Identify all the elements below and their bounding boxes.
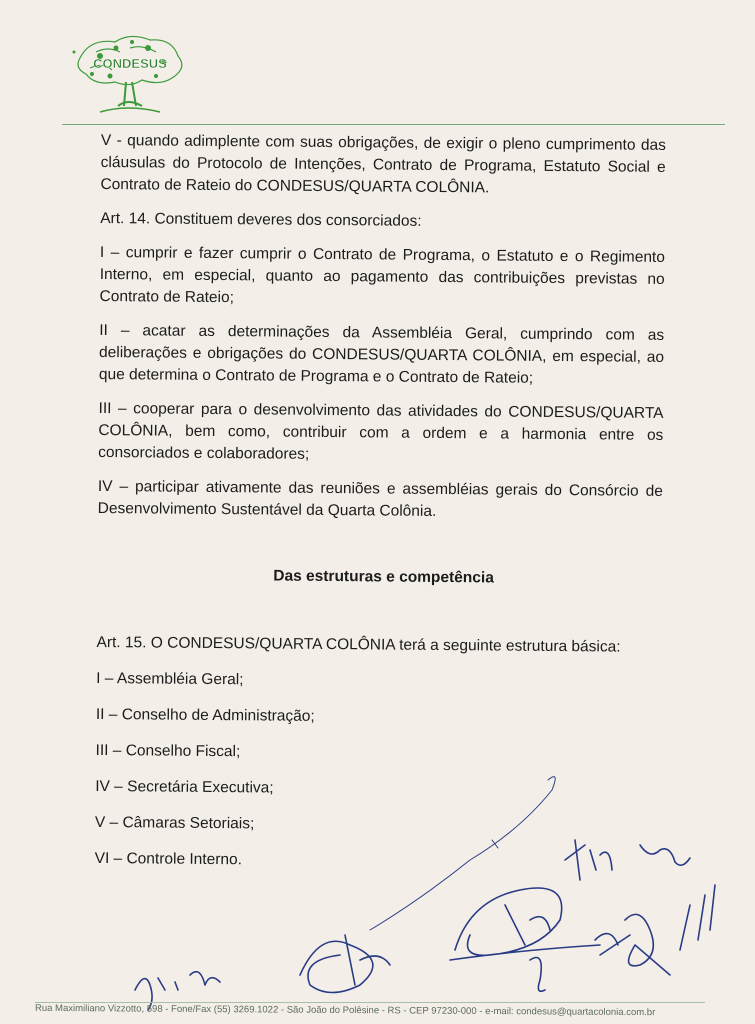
paragraph-iv: IV – participar ativamente das reuniões e assembléias gerais do Consórcio de Desenvolvimento Sustentável da Quarta Colônia. [97, 477, 663, 520]
structure-item: IV – Secretária Executiva; [95, 777, 274, 797]
structure-item: II – Conselho de Administração; [95, 705, 315, 725]
paragraph-v: V - quando adimplente com suas obrigações, de exigir o pleno cumprimento das cláusulas do Protocolo de Intenções, Contrato de Programa, Estatuto Social e Contrato de Rateio do CONDESUS/QUARTA COLÔNIA. [100, 131, 666, 197]
structure-item: V – Câmaras Setoriais; [94, 813, 255, 833]
structure-item: I – Assembléia Geral; [96, 669, 244, 689]
paragraph-ii: II – acatar as determinações da Assembléia Geral, cumprindo com as deliberações e obrigações do CONDESUS/QUARTA COLÔNIA, em especial, ao que determina o Contrato de Programa e o Contrato de Rateio; [98, 321, 665, 387]
structure-item: III – Conselho Fiscal; [95, 741, 241, 761]
paragraph-iii: III – cooperar para o desenvolvimento das atividades do CONDESUS/QUARTA COLÔNIA, bem como, contribuir com a ordem e a harmonia entre os consorciados e colaboradores; [98, 399, 664, 463]
paragraph-i: I – cumprir e fazer cumprir o Contrato de Programa, o Estatuto e o Regimento Interno, em especial, quanto ao pagamento das contribuições previstas no Contrato de Rateio; [99, 243, 665, 307]
condesus-logo [60, 28, 195, 120]
footer-address: Rua Maximiliano Vizzotto, 598 - Fone/Fax (55) 3269.1022 - São João do Polêsine - RS - CEP 97230-000 - e-mail: condesus@quartacolonia.com.br [34, 1002, 656, 1019]
section-heading: Das estruturas e competência [273, 567, 494, 587]
article-14-heading: Art. 14. Constituem deveres dos consorciados: [100, 209, 422, 230]
structure-item: VI – Controle Interno. [94, 849, 243, 869]
article-15-intro: Art. 15. O CONDESUS/QUARTA COLÔNIA terá a seguinte estrutura básica: [96, 633, 621, 656]
document-body [94, 130, 666, 889]
header-rule [62, 124, 725, 125]
logo-text: CONDESUS [93, 56, 167, 71]
